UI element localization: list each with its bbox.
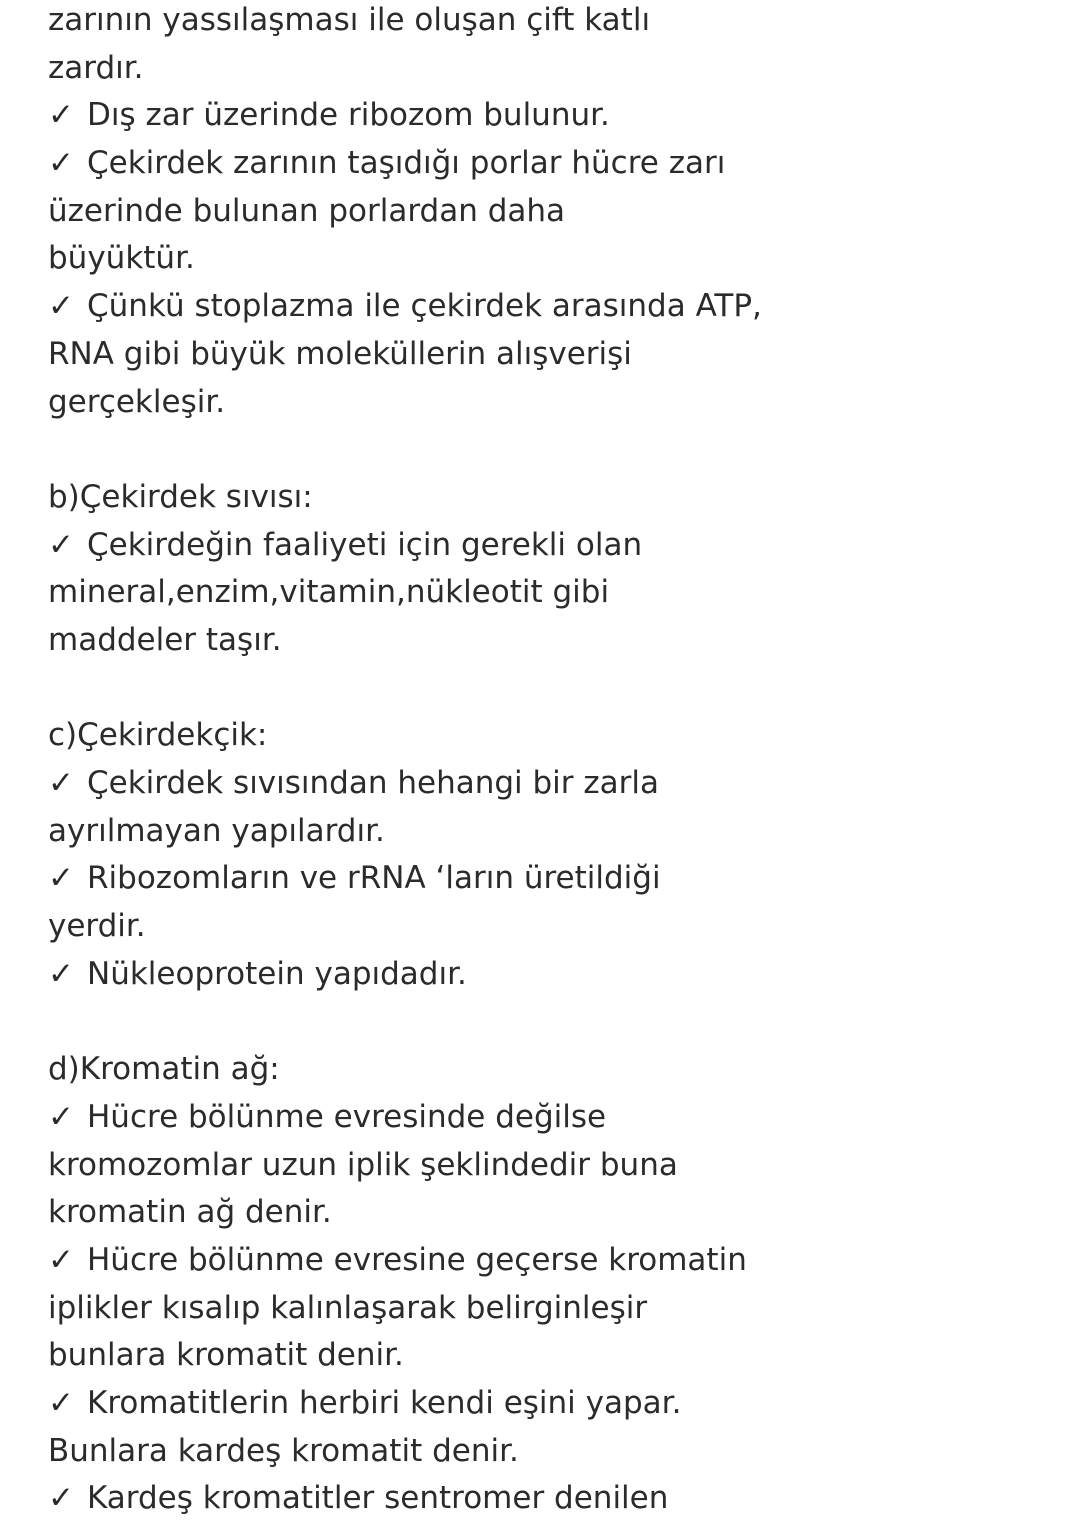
text-line: mineral,enzim,vitamin,nükleotit gibi: [48, 574, 610, 611]
text-line: maddeler taşır.: [48, 621, 282, 658]
bullet-line: [48, 92, 1058, 140]
note-text: [48, 0, 1058, 1523]
bullet-text: Çekirdek sıvısından hehangi bir zarla: [87, 765, 660, 801]
text-line: iplikler kısalıp kalınlaşarak belirginleşir: [48, 1289, 648, 1326]
text-line: kromatin ağ denir.: [48, 1194, 332, 1231]
section-heading-c: c)Çekirdekçik:: [48, 717, 268, 754]
text-line: kromozomlar uzun iplik şeklindedir buna: [48, 1146, 678, 1183]
bullet-text: Nükleoprotein yapıdadır.: [87, 955, 467, 992]
paragraph-gap: [48, 998, 1058, 1046]
checkmark-icon: ✓: [48, 860, 74, 897]
bullet-line: [48, 522, 1058, 570]
text-line: Bunlara kardeş kromatit denir.: [48, 1432, 519, 1469]
bullet-line: [48, 1094, 1058, 1142]
bullet-line: [48, 760, 1058, 808]
checkmark-icon: ✓: [48, 1384, 74, 1421]
bullet-line: [48, 140, 1058, 188]
text-line: yerdir.: [48, 908, 146, 945]
checkmark-icon: ✓: [48, 526, 74, 563]
text-line: gerçekleşir.: [48, 383, 226, 420]
checkmark-icon: ✓: [48, 1480, 74, 1517]
bullet-line: [48, 951, 1058, 999]
checkmark-icon: ✓: [48, 1241, 74, 1278]
text-line: bunlara kromatit denir.: [48, 1337, 404, 1374]
checkmark-icon: ✓: [48, 145, 74, 182]
bullet-line: [48, 1475, 1058, 1523]
bullet-text: Çünkü stoplazma ile çekirdek arasında ATP,: [87, 288, 762, 325]
bullet-line: [48, 283, 1058, 331]
section-heading-b: b)Çekirdek sıvısı:: [48, 478, 313, 515]
section-heading-d: d)Kromatin ağ:: [48, 1051, 280, 1088]
checkmark-icon: ✓: [48, 97, 74, 134]
bullet-line: [48, 855, 1058, 903]
text-line: RNA gibi büyük moleküllerin alışverişi: [48, 335, 632, 372]
text-line: büyüktür.: [48, 240, 195, 277]
bullet-text: Çekirdeğin faaliyeti için gerekli olan: [87, 526, 643, 563]
bullet-text: Ribozomların ve rRNA ‘ların üretildiği: [87, 860, 661, 897]
bullet-text: Hücre bölünme evresinde değilse: [87, 1098, 607, 1135]
checkmark-icon: ✓: [48, 1098, 74, 1135]
paragraph-gap: [48, 665, 1058, 713]
paragraph-gap: [48, 426, 1058, 474]
bullet-text: Dış zar üzerinde ribozom bulunur.: [87, 97, 610, 134]
checkmark-icon: ✓: [48, 765, 74, 801]
checkmark-icon: ✓: [48, 288, 74, 325]
checkmark-icon: ✓: [48, 955, 74, 992]
bullet-text: Kromatitlerin herbiri kendi eşini yapar.: [87, 1384, 682, 1421]
bullet-text: Çekirdek zarının taşıdığı porlar hücre zarı: [87, 145, 726, 182]
text-line: üzerinde bulunan porlardan daha: [48, 192, 566, 229]
bullet-line: [48, 1237, 1058, 1285]
text-line: ayrılmayan yapılardır.: [48, 812, 385, 849]
bullet-line: [48, 1380, 1058, 1428]
bullet-text: Kardeş kromatitler sentromer denilen: [87, 1480, 669, 1517]
bullet-text: Hücre bölünme evresine geçerse kromatin: [87, 1241, 747, 1278]
text-line: zarının yassılaşması ile oluşan çift katlı: [48, 2, 651, 38]
text-line: zardır.: [48, 49, 144, 86]
